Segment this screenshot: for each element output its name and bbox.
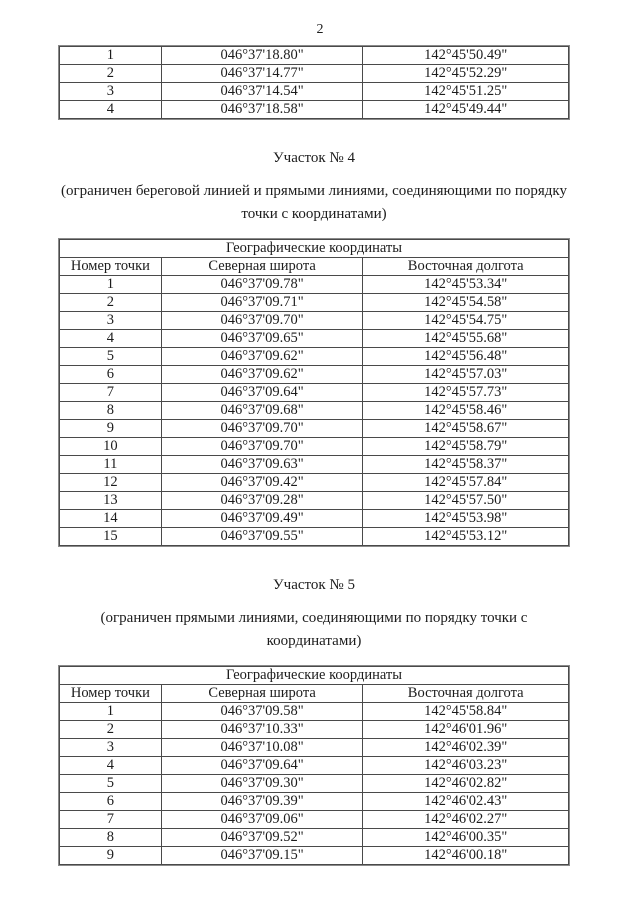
coordinates-table-continuation xyxy=(59,46,569,119)
cell-point-number: 4 xyxy=(60,330,162,348)
cell-north-latitude: 046°37'09.62" xyxy=(161,348,363,366)
cell-east-longitude: 142°45'58.84" xyxy=(363,703,569,721)
column-header-north-latitude: Северная широта xyxy=(161,685,363,703)
cell-east-longitude: 142°46'02.82" xyxy=(363,775,569,793)
cell-east-longitude: 142°45'55.68" xyxy=(363,330,569,348)
cell-point-number: 8 xyxy=(60,829,162,847)
table-row xyxy=(60,757,569,775)
cell-east-longitude: 142°45'54.58" xyxy=(363,294,569,312)
table-caption: Географические координаты xyxy=(60,667,569,685)
cell-north-latitude: 046°37'09.62" xyxy=(161,366,363,384)
cell-point-number: 15 xyxy=(60,528,162,546)
cell-point-number: 7 xyxy=(60,384,162,402)
cell-point-number: 2 xyxy=(60,294,162,312)
cell-north-latitude: 046°37'09.06" xyxy=(161,811,363,829)
cell-point-number: 5 xyxy=(60,348,162,366)
section-subtitle: (ограничен прямыми линиями, соединяющими по порядку точки с координатами) xyxy=(100,610,528,649)
cell-north-latitude: 046°37'10.08" xyxy=(161,739,363,757)
cell-point-number: 9 xyxy=(60,420,162,438)
cell-north-latitude: 046°37'09.15" xyxy=(161,847,363,865)
cell-point-number: 4 xyxy=(60,757,162,775)
table-row xyxy=(60,348,569,366)
cell-point-number: 11 xyxy=(60,456,162,474)
table-row xyxy=(60,65,569,83)
cell-east-longitude: 142°45'54.75" xyxy=(363,312,569,330)
cell-point-number: 5 xyxy=(60,775,162,793)
column-header-east-longitude: Восточная долгота xyxy=(363,258,569,276)
cell-point-number: 3 xyxy=(60,312,162,330)
cell-point-number: 12 xyxy=(60,474,162,492)
cell-north-latitude: 046°37'09.49" xyxy=(161,510,363,528)
table-header-row xyxy=(60,258,569,276)
cell-east-longitude: 142°45'56.48" xyxy=(363,348,569,366)
table-row xyxy=(60,739,569,757)
cell-point-number: 3 xyxy=(60,739,162,757)
table-caption-row xyxy=(60,240,569,258)
cell-north-latitude: 046°37'09.30" xyxy=(161,775,363,793)
section-uchastok-4 xyxy=(59,119,569,546)
cell-point-number: 1 xyxy=(60,47,162,65)
cell-north-latitude: 046°37'09.28" xyxy=(161,492,363,510)
table-row xyxy=(60,384,569,402)
table-row xyxy=(60,847,569,865)
cell-east-longitude: 142°46'02.39" xyxy=(363,739,569,757)
cell-east-longitude: 142°45'58.67" xyxy=(363,420,569,438)
cell-north-latitude: 046°37'09.71" xyxy=(161,294,363,312)
cell-north-latitude: 046°37'09.52" xyxy=(161,829,363,847)
cell-east-longitude: 142°45'53.34" xyxy=(363,276,569,294)
section-title: Участок № 5 xyxy=(273,577,355,593)
table-row xyxy=(60,793,569,811)
cell-north-latitude: 046°37'09.70" xyxy=(161,420,363,438)
table-row xyxy=(60,402,569,420)
cell-east-longitude: 142°45'57.50" xyxy=(363,492,569,510)
column-header-east-longitude: Восточная долгота xyxy=(363,685,569,703)
table-row xyxy=(60,330,569,348)
cell-north-latitude: 046°37'18.80" xyxy=(161,47,363,65)
table-row xyxy=(60,703,569,721)
cell-east-longitude: 142°46'01.96" xyxy=(363,721,569,739)
cell-point-number: 14 xyxy=(60,510,162,528)
cell-point-number: 9 xyxy=(60,847,162,865)
cell-north-latitude: 046°37'14.54" xyxy=(161,83,363,101)
cell-north-latitude: 046°37'09.39" xyxy=(161,793,363,811)
section-subtitle: (ограничен береговой линией и прямыми линиями, соединяющими по порядку точки с координатами) xyxy=(60,183,567,222)
cell-point-number: 6 xyxy=(60,793,162,811)
cell-point-number: 1 xyxy=(60,276,162,294)
cell-point-number: 2 xyxy=(60,65,162,83)
cell-point-number: 7 xyxy=(60,811,162,829)
cell-north-latitude: 046°37'09.70" xyxy=(161,438,363,456)
column-header-north-latitude: Северная широта xyxy=(161,258,363,276)
table-row xyxy=(60,811,569,829)
cell-north-latitude: 046°37'14.77" xyxy=(161,65,363,83)
cell-east-longitude: 142°46'00.18" xyxy=(363,847,569,865)
cell-east-longitude: 142°46'02.27" xyxy=(363,811,569,829)
section-uchastok-5 xyxy=(59,546,569,865)
cell-east-longitude: 142°45'49.44" xyxy=(363,101,569,119)
table-row xyxy=(60,829,569,847)
table-caption: Географические координаты xyxy=(60,240,569,258)
cell-north-latitude: 046°37'18.58" xyxy=(161,101,363,119)
cell-east-longitude: 142°45'50.49" xyxy=(363,47,569,65)
cell-east-longitude: 142°45'57.03" xyxy=(363,366,569,384)
continuation-table-wrap xyxy=(59,46,569,119)
cell-east-longitude: 142°45'58.37" xyxy=(363,456,569,474)
table-row xyxy=(60,456,569,474)
cell-east-longitude: 142°46'00.35" xyxy=(363,829,569,847)
table-row xyxy=(60,83,569,101)
cell-east-longitude: 142°45'57.84" xyxy=(363,474,569,492)
cell-north-latitude: 046°37'09.70" xyxy=(161,312,363,330)
table-row xyxy=(60,47,569,65)
table-row xyxy=(60,528,569,546)
table-header-row xyxy=(60,685,569,703)
cell-north-latitude: 046°37'09.63" xyxy=(161,456,363,474)
cell-north-latitude: 046°37'09.55" xyxy=(161,528,363,546)
cell-point-number: 4 xyxy=(60,101,162,119)
table-row xyxy=(60,474,569,492)
cell-east-longitude: 142°45'53.12" xyxy=(363,528,569,546)
cell-north-latitude: 046°37'09.42" xyxy=(161,474,363,492)
cell-east-longitude: 142°46'02.43" xyxy=(363,793,569,811)
cell-east-longitude: 142°45'52.29" xyxy=(363,65,569,83)
table-wrap xyxy=(59,239,569,546)
table-row xyxy=(60,276,569,294)
cell-point-number: 6 xyxy=(60,366,162,384)
table-row xyxy=(60,294,569,312)
page-number: 2 xyxy=(316,22,324,37)
cell-east-longitude: 142°45'57.73" xyxy=(363,384,569,402)
table-row xyxy=(60,101,569,119)
cell-north-latitude: 046°37'09.68" xyxy=(161,402,363,420)
table-row xyxy=(60,438,569,456)
table-row xyxy=(60,721,569,739)
cell-north-latitude: 046°37'09.78" xyxy=(161,276,363,294)
column-header-point-number: Номер точки xyxy=(60,685,162,703)
cell-east-longitude: 142°45'58.46" xyxy=(363,402,569,420)
cell-east-longitude: 142°45'58.79" xyxy=(363,438,569,456)
table-row xyxy=(60,492,569,510)
table-row xyxy=(60,775,569,793)
cell-point-number: 13 xyxy=(60,492,162,510)
cell-point-number: 2 xyxy=(60,721,162,739)
cell-north-latitude: 046°37'09.65" xyxy=(161,330,363,348)
column-header-point-number: Номер точки xyxy=(60,258,162,276)
table-row xyxy=(60,510,569,528)
cell-point-number: 3 xyxy=(60,83,162,101)
cell-point-number: 1 xyxy=(60,703,162,721)
table-row xyxy=(60,312,569,330)
cell-north-latitude: 046°37'09.64" xyxy=(161,384,363,402)
cell-east-longitude: 142°45'53.98" xyxy=(363,510,569,528)
cell-east-longitude: 142°45'51.25" xyxy=(363,83,569,101)
page-content xyxy=(59,46,569,865)
table-row xyxy=(60,366,569,384)
cell-east-longitude: 142°46'03.23" xyxy=(363,757,569,775)
coordinates-table-section-5 xyxy=(59,666,569,865)
table-caption-row xyxy=(60,667,569,685)
table-wrap xyxy=(59,666,569,865)
cell-north-latitude: 046°37'09.64" xyxy=(161,757,363,775)
table-row xyxy=(60,420,569,438)
cell-north-latitude: 046°37'09.58" xyxy=(161,703,363,721)
cell-point-number: 10 xyxy=(60,438,162,456)
cell-north-latitude: 046°37'10.33" xyxy=(161,721,363,739)
cell-point-number: 8 xyxy=(60,402,162,420)
coordinates-table-section-4 xyxy=(59,239,569,546)
section-title: Участок № 4 xyxy=(273,150,355,166)
